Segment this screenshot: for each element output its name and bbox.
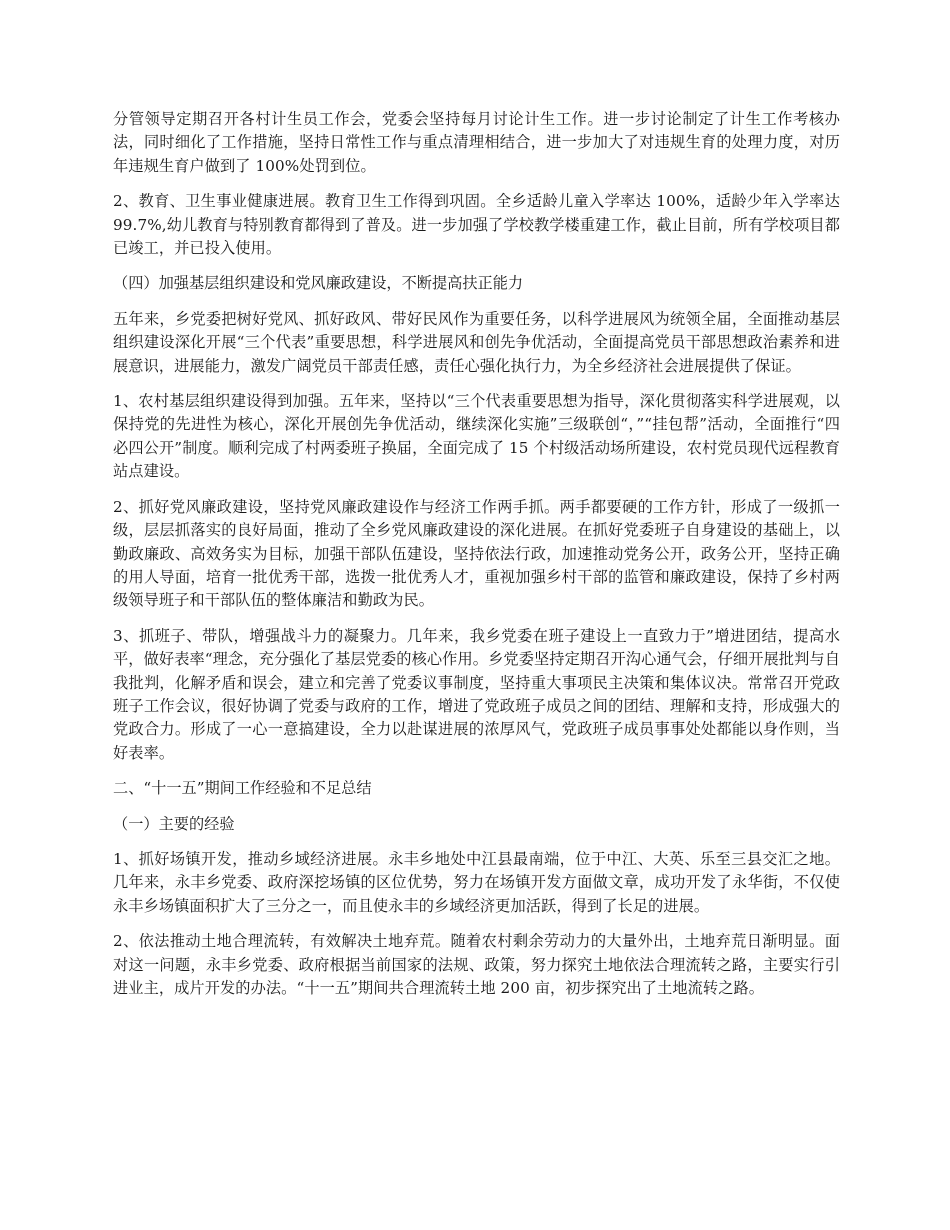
paragraph-five-years: 五年来，乡党委把树好党风、抓好政风、带好民风作为重要任务，以科学进展风为统领全届，全面推动基层组织建设深化开展“三个代表”重要思想，科学进展风和创先争优活动，全面提高党员干部思想政治素养和进展意识，进展能力，激发广阔党员干部责任感，责任心强化执行力，为全乡经济社会进展提供了保证。 [113,309,841,375]
subsection-heading-main-experience: （一）主要的经验 [113,814,235,833]
paragraph-grassroots-organization: 1、农村基层组织建设得到加强。五年来，坚持以“三个代表重要思想为指导，深化贯彻落实科学进展观，以保持党的先进性为核心，深化开展创先争优活动，继续深化实施”三级联创“，”“挂包帮”活动，全面推行“四必四公开”制度。顺利完成了村两委班子换届，全面完成了 15 个村级活动场所建设，农村党员现代远程教育站点建设。 [113,392,840,481]
section-heading-experience-summary: 二、“十一五”期间工作经验和不足总结 [113,779,372,798]
paragraph-land-transfer: 2、依法推动土地合理流转，有效解决土地弃荒。随着农村剩余劳动力的大量外出，土地弃荒日渐明显。面对这一问题，永丰乡党委、政府根据当前国家的法规、政策，努力探究土地依法合理流转之路，主要实行引进业主，成片开发的办法。“十一五”期间共合理流转土地 200 亩，初步探究出了土地流转之路。 [113,932,840,997]
paragraph-family-planning: 分管领导定期召开各村计生员工作会，党委会坚持每月讨论计生工作。进一步讨论制定了计生工作考核办法，同时细化了工作措施，坚持日常性工作与重点清理相结合，进一步加大了对违规生育的处理力度，对历年违规生育户做到了 100%处罚到位。 [113,110,840,175]
paragraph-education-health: 2、教育、卫生事业健康进展。教育卫生工作得到巩固。全乡适龄儿童入学率达 100%，适龄少年入学率达 99.7%,幼儿教育与特别教育都得到了普及。进一步加强了学校教学楼重建工作，截止目前，所有学校项目都已竣工，并已投入使用。 [113,192,840,258]
paragraph-town-development: 1、抓好场镇开发，推动乡域经济进展。永丰乡地处中江县最南端，位于中江、大英、乐至三县交汇之地。几年来，永丰乡党委、政府深挖场镇的区位优势，努力在场镇开发方面做文章，成功开发了永华街，不仅使永丰乡场镇面积扩大了三分之一，而且使永丰的乡域经济更加活跃，得到了长足的进展。 [113,849,840,915]
paragraph-clean-government: 2、抓好党风廉政建设，坚持党风廉政建设作与经济工作两手抓。两手都要硬的工作方针，形成了一级抓一级，层层抓落实的良好局面，推动了全乡党风廉政建设的深化进展。在抓好党委班子自身建设的基础上，以勤政廉政、高效务实为目标，加强干部队伍建设，坚持依法行政，加速推动党务公开，政务公开，坚持正确的用人导面，培育一批优秀干部，选拨一批优秀人才，重视加强乡村干部的监管和廉政建设，保持了乡村两级领导班子和干部队伍的整体廉洁和勤政为民。 [113,497,840,610]
paragraph-team-building: 3、抓班子、带队，增强战斗力的凝聚力。几年来，我乡党委在班子建设上一直致力于”增进团结，提高水平，做好表率“理念，充分强化了基层党委的核心作用。乡党委坚持定期召开沟心通气会，仔细开展批判与自我批判，化解矛盾和误会，建立和完善了党委议事制度，坚持重大事项民主决策和集体议决。常常召开党政班子工作会议，很好协调了党委与政府的工作，增进了党政班子成员之间的团结、理解和支持，形成强大的党政合力。形成了一心一意搞建设，全力以赴谋进展的浓厚风气，党政班子成员事事处处都能以身作则，当好表率。 [113,626,840,762]
document-body [113,108,840,1012]
section-heading-four: （四）加强基层组织建设和党风廉政建设，不断提高扶正能力 [113,274,524,293]
